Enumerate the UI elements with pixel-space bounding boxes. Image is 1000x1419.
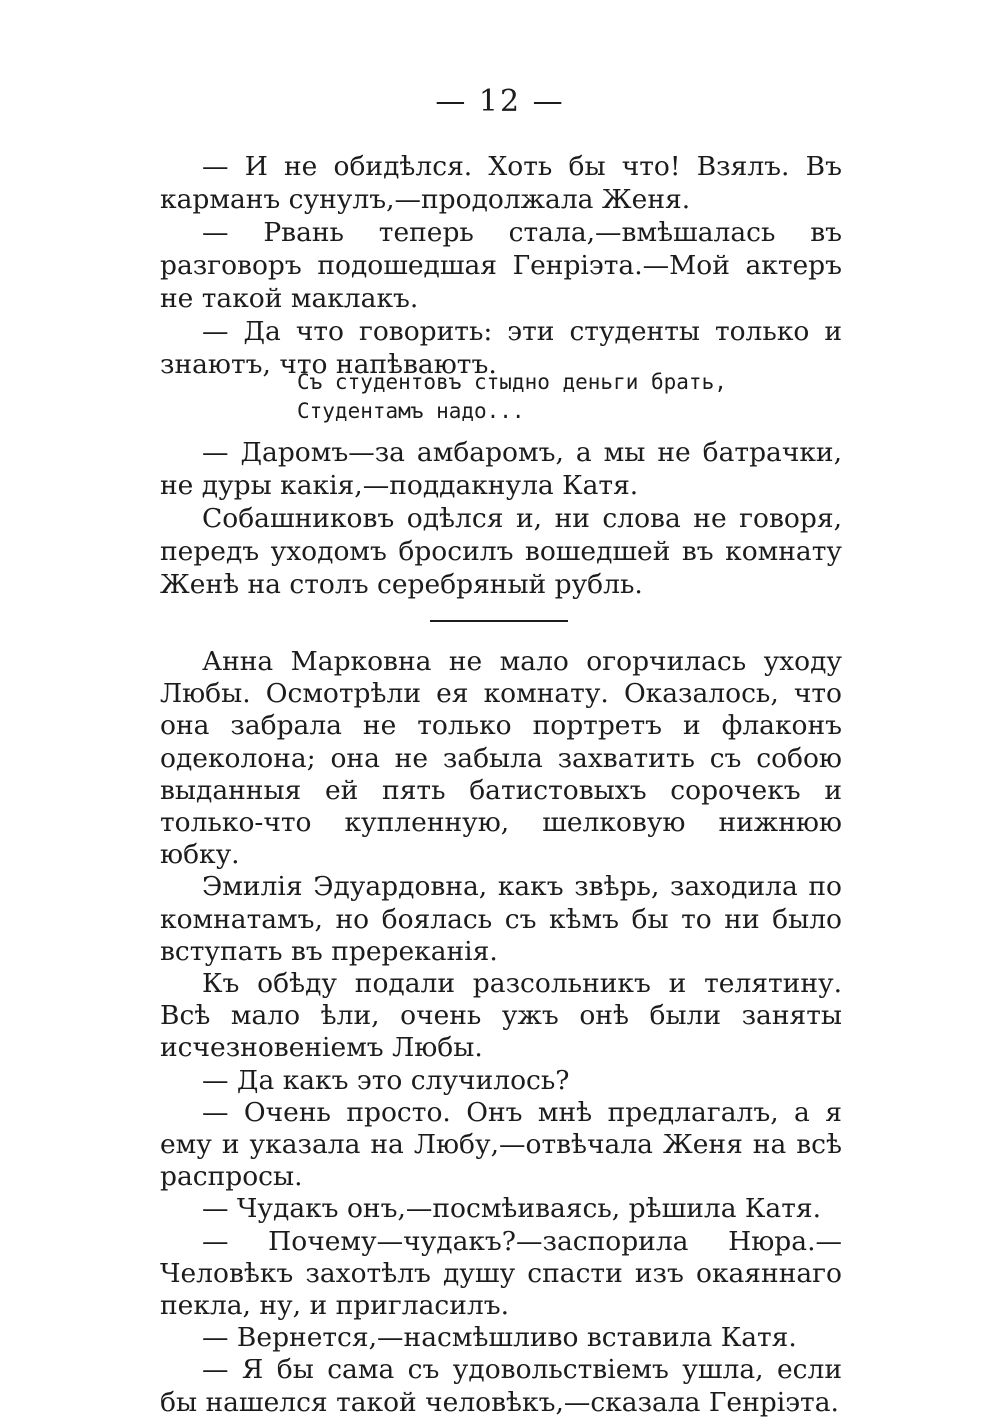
paragraph: — Я бы сама съ удовольствіемъ ушла, если бы нашелся такой человѣкъ,—сказала Генріэта. <box>160 1354 842 1418</box>
verse-line: Съ студентовъ стыдно деньги брать, <box>297 370 727 394</box>
page-number: — 12 — <box>435 84 565 119</box>
verse-line: Студентамъ надо... <box>297 399 525 423</box>
paragraph: — Да какъ это случилось? <box>202 1064 570 1096</box>
paragraph: — Рвань теперь стала,—вмѣшалась въ разговоръ подошедшая Генріэта.—Мой актеръ не такой маклакъ. <box>160 217 842 314</box>
paragraph: Къ обѣду подали разсольникъ и телятину. Всѣ мало ѣли, очень ужъ онѣ были заняты исчезновеніемъ Любы. <box>160 968 842 1064</box>
dialogue-block-top <box>160 150 842 381</box>
paragraph: — Почему—чудакъ?—заспорила Нюра.—Человѣкъ захотѣлъ душу спасти изъ окаяннаго пекла, ну, и пригласилъ. <box>160 1225 842 1322</box>
verse-quote <box>297 368 727 426</box>
paragraph: — Вернется,—насмѣшливо вставила Катя. <box>202 1322 797 1354</box>
paragraph: — Чудакъ онъ,—посмѣиваясь, рѣшила Катя. <box>202 1193 822 1225</box>
dialogue-block-middle <box>160 436 842 601</box>
paragraph: — Даромъ—за амбаромъ, а мы не батрачки, не дуры какія,—поддакнула Катя. <box>160 437 842 501</box>
paragraph: — И не обидѣлся. Хоть бы что! Взялъ. Въ карманъ сунулъ,—продолжала Женя. <box>160 151 842 215</box>
paragraph: Эмилія Эдуардовна, какъ звѣрь, заходила по комнатамъ, но боялась съ кѣмъ бы то ни было вступать въ пререканія. <box>160 871 842 967</box>
paragraph: — Да что говорить: эти студенты только и знаютъ, что напѣваютъ. <box>160 316 842 380</box>
paragraph: Анна Марковна не мало огорчилась уходу Любы. Осмотрѣли ея комнату. Оказалось, что она забрала не только портретъ и флаконъ одеколона; она не забыла захватить съ собою выданныя ей пять батистовыхъ сорочекъ и только-что купленную, шелковую нижнюю юбку. <box>160 646 842 871</box>
paragraph: Собашниковъ одѣлся и, ни слова не говоря, передъ уходомъ бросилъ вошедшей въ комнату Женѣ на столъ серебряный рубль. <box>160 503 842 600</box>
narrative-block-bottom <box>160 646 842 1419</box>
section-divider <box>430 620 568 622</box>
paragraph: — Очень просто. Онъ мнѣ предлагалъ, а я ему и указала на Любу,—отвѣчала Женя на всѣ распросы. <box>160 1096 842 1193</box>
